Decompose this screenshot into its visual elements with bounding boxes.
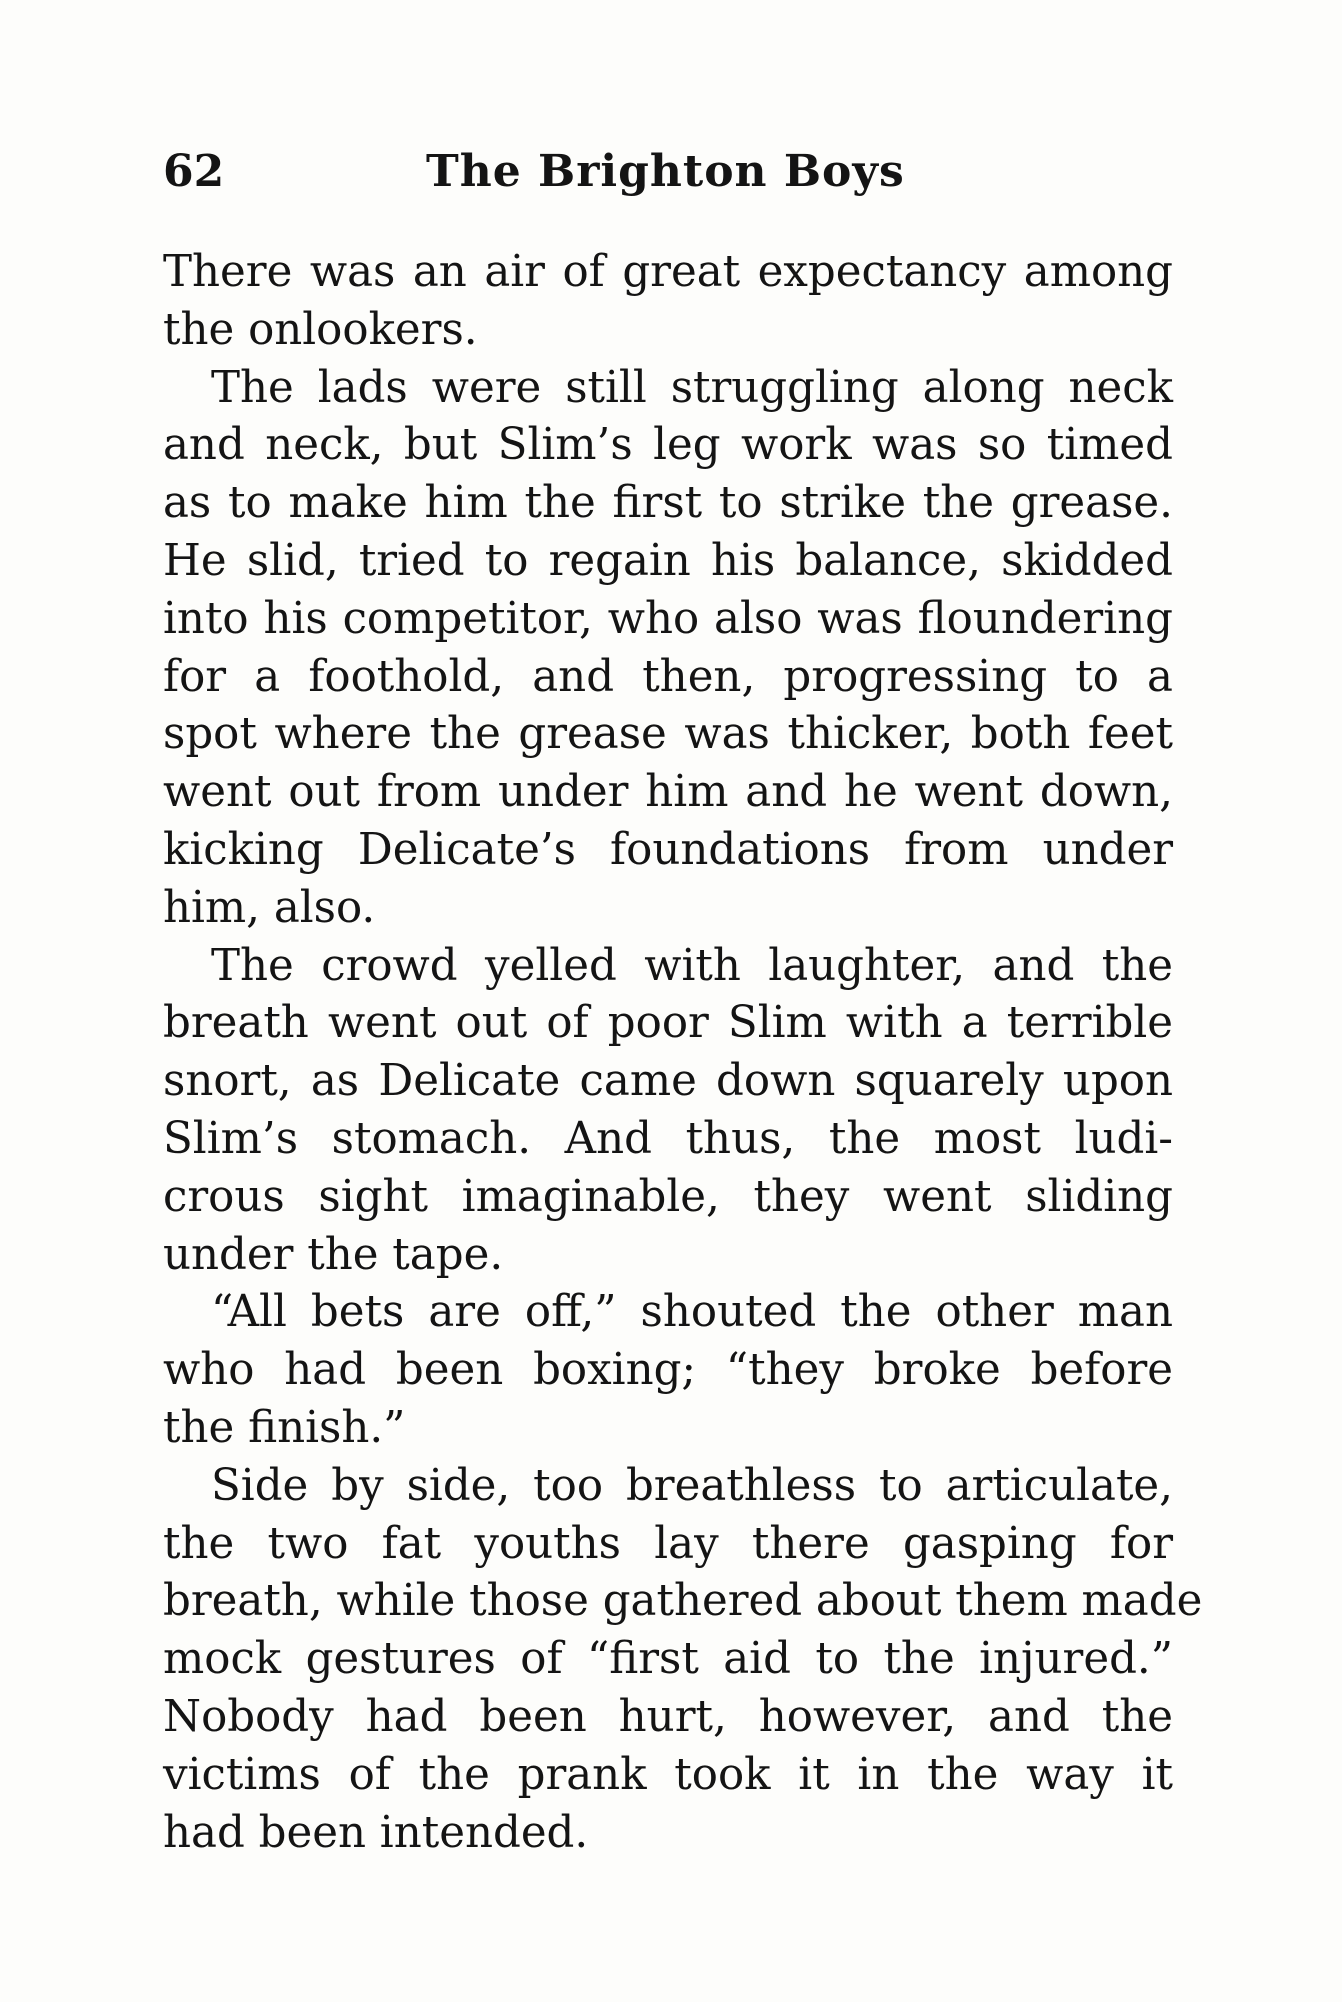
text-line: kicking Delicate’s foundations from under — [163, 824, 1173, 875]
text-line: crous sight imaginable, they went sliding — [163, 1171, 1173, 1222]
text-line: the onlookers. — [163, 304, 478, 355]
running-title: The Brighton Boys — [426, 146, 905, 197]
text-line: mock gestures of “first aid to the injured.” — [163, 1634, 1173, 1685]
text-line: and neck, but Slim’s leg work was so timed — [163, 420, 1173, 471]
text-line: him, also. — [163, 882, 376, 933]
text-line: into his competitor, who also was floundering — [163, 593, 1173, 644]
text-line: for a foothold, and then, progressing to a — [163, 651, 1173, 702]
text-line: The lads were still struggling along neck — [211, 362, 1173, 413]
text-line: Nobody had been hurt, however, and the — [163, 1691, 1173, 1742]
body-text — [163, 244, 1203, 1862]
text-line: the two fat youths lay there gasping for — [163, 1518, 1173, 1569]
text-line: breath, while those gathered about them made — [163, 1576, 1203, 1627]
text-line: spot where the grease was thicker, both feet — [163, 709, 1173, 760]
text-line: had been intended. — [163, 1807, 589, 1858]
text-line: There was an air of great expectancy among — [163, 247, 1173, 297]
text-line: as to make him the first to strike the grease. — [163, 478, 1173, 529]
text-line: breath went out of poor Slim with a terrible — [163, 998, 1173, 1049]
text-line: the finish.” — [163, 1402, 406, 1453]
text-line: Slim’s stomach. And thus, the most ludi- — [163, 1113, 1173, 1164]
text-line: “All bets are off,” shouted the other man — [211, 1287, 1173, 1338]
text-line: snort, as Delicate came down squarely upon — [163, 1056, 1173, 1107]
text-line: who had been boxing; “they broke before — [163, 1345, 1173, 1396]
text-line: went out from under him and he went down, — [163, 767, 1173, 818]
text-line: He slid, tried to regain his balance, skidded — [163, 535, 1173, 586]
page-header — [163, 142, 1173, 202]
text-line: victims of the prank took it in the way it — [163, 1749, 1173, 1800]
page-number: 62 — [163, 146, 225, 197]
text-line: Side by side, too breathless to articulate, — [211, 1460, 1173, 1511]
text-line: under the tape. — [163, 1229, 504, 1280]
text-line: The crowd yelled with laughter, and the — [211, 940, 1173, 991]
